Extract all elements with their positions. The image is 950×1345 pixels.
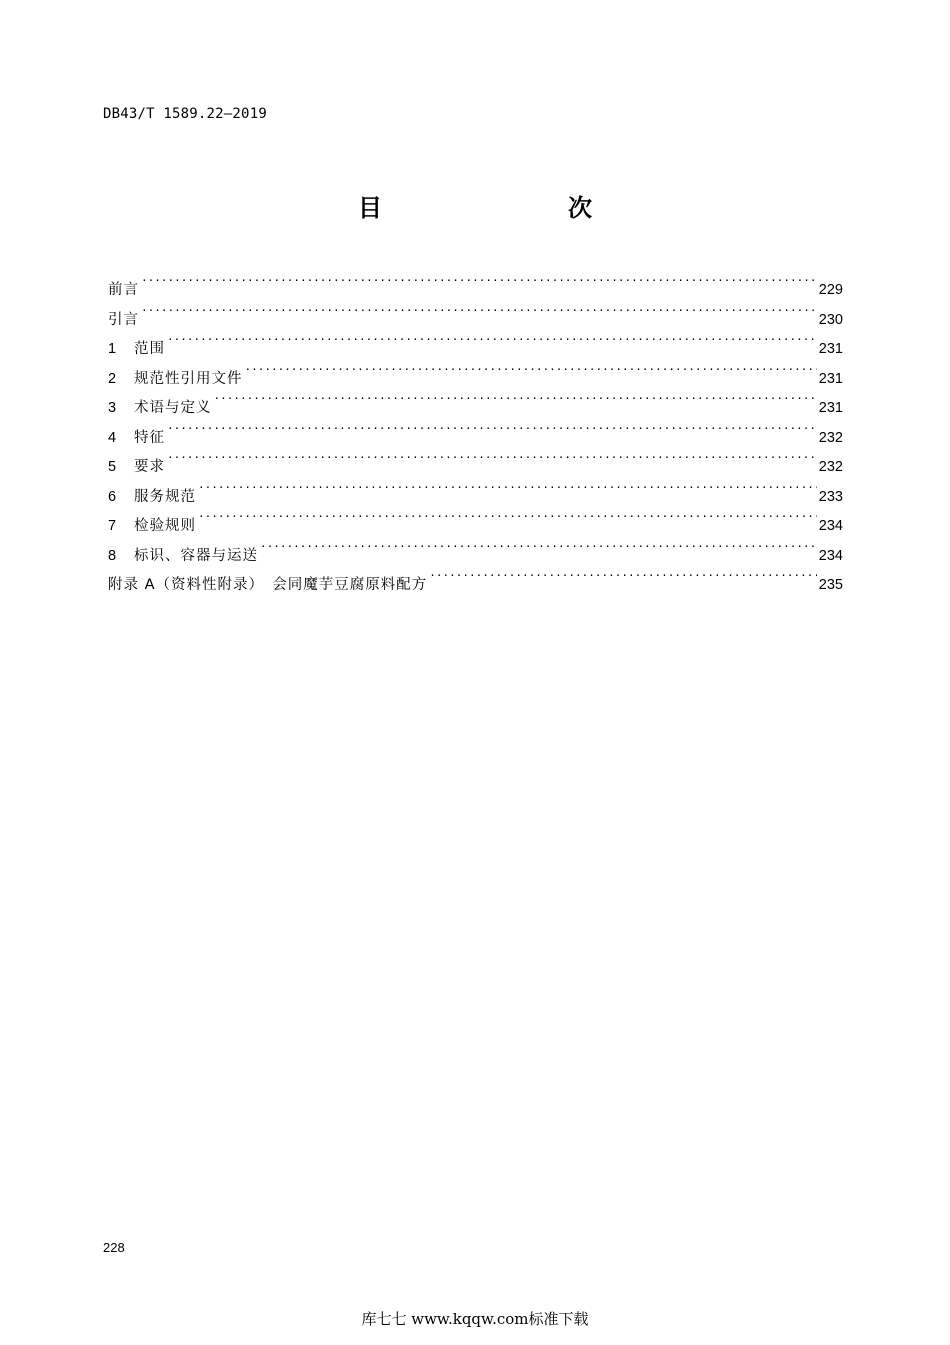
toc-entry-number: 8	[108, 547, 117, 564]
toc-leader-dots	[198, 479, 817, 501]
toc-leader-dots	[214, 390, 817, 412]
toc-entry-terms-definitions[interactable]	[108, 390, 843, 420]
toc-leader-dots	[167, 449, 817, 471]
toc-entry-label: 服务规范	[134, 488, 196, 505]
toc-entry-page: 229	[818, 282, 843, 298]
toc-entry-inspection-rules[interactable]	[108, 508, 843, 538]
toc-entry-marking-containers-transport[interactable]	[108, 538, 843, 568]
toc-entry-page: 234	[818, 518, 843, 534]
toc-entry-page: 231	[818, 400, 843, 416]
toc-entry-scope[interactable]	[108, 331, 843, 361]
toc-entry-label: 标识、容器与运送	[134, 547, 258, 564]
toc-entry-page: 233	[818, 488, 843, 505]
toc-entry-service-specification[interactable]	[108, 479, 843, 509]
toc-entry-number: 4	[108, 429, 117, 446]
toc-entry-label: 术语与定义	[134, 400, 212, 416]
toc-entry-introduction[interactable]	[108, 302, 843, 332]
toc-entry-label: 规范性引用文件	[134, 370, 243, 387]
standard-code: DB43/T 1589.22—2019	[103, 106, 267, 122]
toc-entry-label: 引言	[108, 311, 139, 328]
toc-entry-number: 6	[108, 488, 117, 505]
page-number: 228	[103, 1240, 125, 1255]
toc-leader-dots	[141, 302, 817, 324]
toc-entry-page: 230	[818, 311, 843, 328]
toc-entry-page: 234	[818, 547, 843, 564]
footer-watermark: 库七七 www.kqqw.com标准下载	[361, 1310, 589, 1328]
toc-leader-dots	[429, 567, 817, 589]
toc-leader-dots	[260, 538, 817, 560]
toc-leader-dots	[141, 272, 817, 294]
toc-entry-label: 要求	[134, 459, 165, 475]
toc-entry-number: 7	[108, 518, 117, 534]
toc-entry-label: 检验规则	[134, 518, 196, 534]
toc-entry-foreword[interactable]	[108, 272, 843, 302]
toc-entry-requirements[interactable]	[108, 449, 843, 479]
toc-title: 目 次	[358, 194, 638, 222]
toc-entry-number: 2	[108, 370, 117, 387]
table-of-contents	[108, 272, 843, 597]
toc-entry-number: 1	[108, 341, 117, 357]
toc-leader-dots	[167, 331, 817, 353]
toc-entry-page: 231	[818, 341, 843, 357]
toc-entry-label: 范围	[134, 341, 165, 357]
toc-entry-page: 235	[818, 577, 843, 593]
toc-entry-characteristics[interactable]	[108, 420, 843, 450]
toc-entry-appendix-a[interactable]	[108, 567, 843, 597]
toc-entry-number: 3	[108, 400, 117, 416]
toc-entry-label: 特征	[134, 429, 165, 446]
toc-entry-page: 231	[818, 370, 843, 387]
toc-entry-page: 232	[818, 429, 843, 446]
toc-leader-dots	[245, 361, 817, 383]
toc-entry-label: 前言	[108, 282, 139, 298]
toc-entry-normative-references[interactable]	[108, 361, 843, 391]
toc-entry-number: 5	[108, 459, 117, 475]
toc-leader-dots	[167, 420, 817, 442]
toc-leader-dots	[198, 508, 817, 530]
toc-entry-label: 附录 A（资料性附录） 会同魔芋豆腐原料配方	[108, 577, 428, 593]
toc-entry-page: 232	[818, 459, 843, 475]
